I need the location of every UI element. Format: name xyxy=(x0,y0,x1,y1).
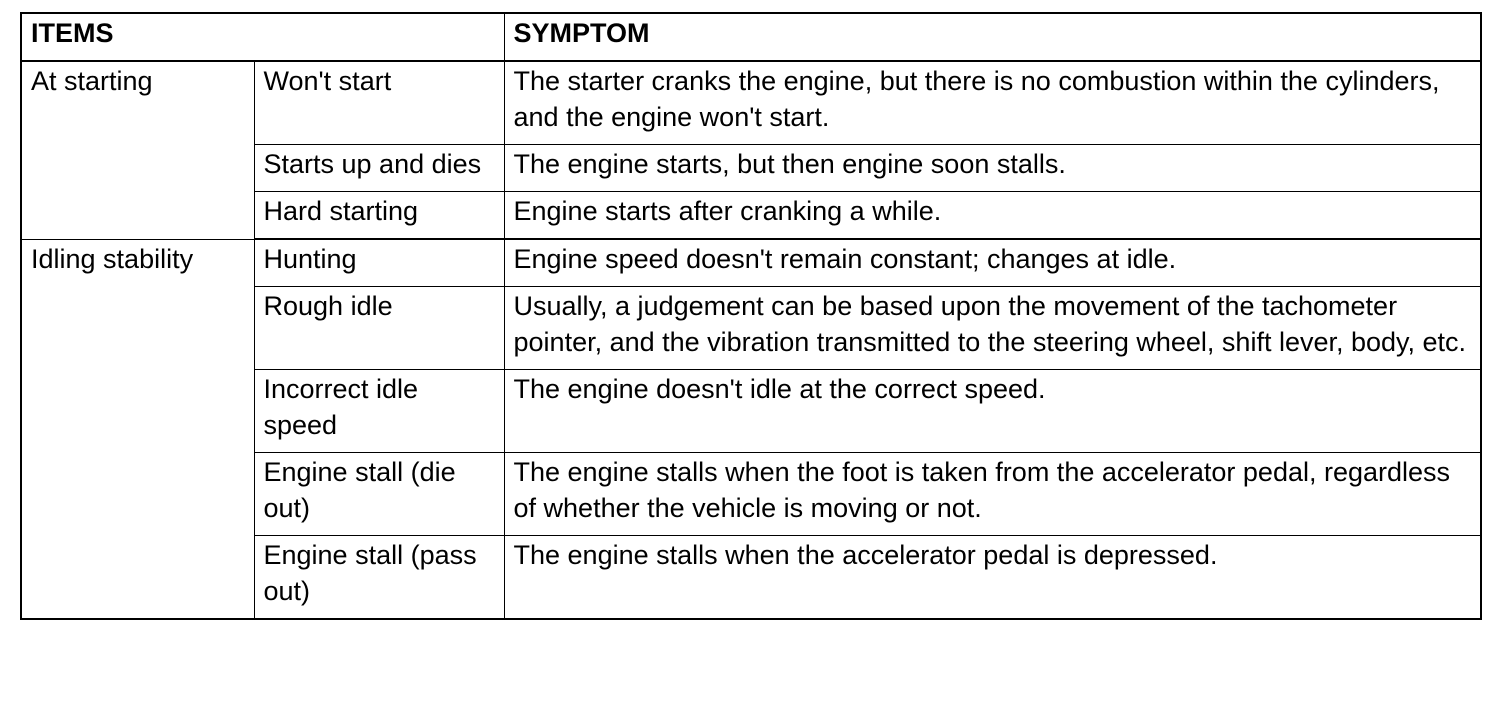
header-symptom: SYMPTOM xyxy=(504,13,1481,61)
symptom-cell: Engine speed doesn't remain constant; changes at idle. xyxy=(504,239,1481,287)
symptom-cell: The engine doesn't idle at the correct speed. xyxy=(504,370,1481,453)
item-cell: Hunting xyxy=(254,239,504,287)
header-items: ITEMS xyxy=(21,13,504,61)
item-cell: Engine stall (pass out) xyxy=(254,536,504,620)
item-cell: Incorrect idle speed xyxy=(254,370,504,453)
table-row xyxy=(21,61,1481,145)
symptom-cell: The engine stalls when the accelerator pedal is depressed. xyxy=(504,536,1481,620)
category-idling-stability: Idling stability xyxy=(21,239,254,619)
item-cell: Engine stall (die out) xyxy=(254,453,504,536)
item-cell: Rough idle xyxy=(254,287,504,370)
symptom-table xyxy=(20,12,1482,620)
item-cell: Won't start xyxy=(254,61,504,145)
symptom-cell: The engine starts, but then engine soon stalls. xyxy=(504,145,1481,192)
symptom-cell: Usually, a judgement can be based upon the movement of the tachometer pointer, and the vibration transmitted to the steering wheel, shift lever, body, etc. xyxy=(504,287,1481,370)
table-row xyxy=(21,239,1481,287)
symptom-cell: The engine stalls when the foot is taken from the accelerator pedal, regardless of whether the vehicle is moving or not. xyxy=(504,453,1481,536)
category-at-starting: At starting xyxy=(21,61,254,239)
item-cell: Starts up and dies xyxy=(254,145,504,192)
item-cell: Hard starting xyxy=(254,192,504,240)
symptom-cell: The starter cranks the engine, but there is no combustion within the cylinders, and the engine won't start. xyxy=(504,61,1481,145)
header-row xyxy=(21,13,1481,61)
symptom-cell: Engine starts after cranking a while. xyxy=(504,192,1481,240)
